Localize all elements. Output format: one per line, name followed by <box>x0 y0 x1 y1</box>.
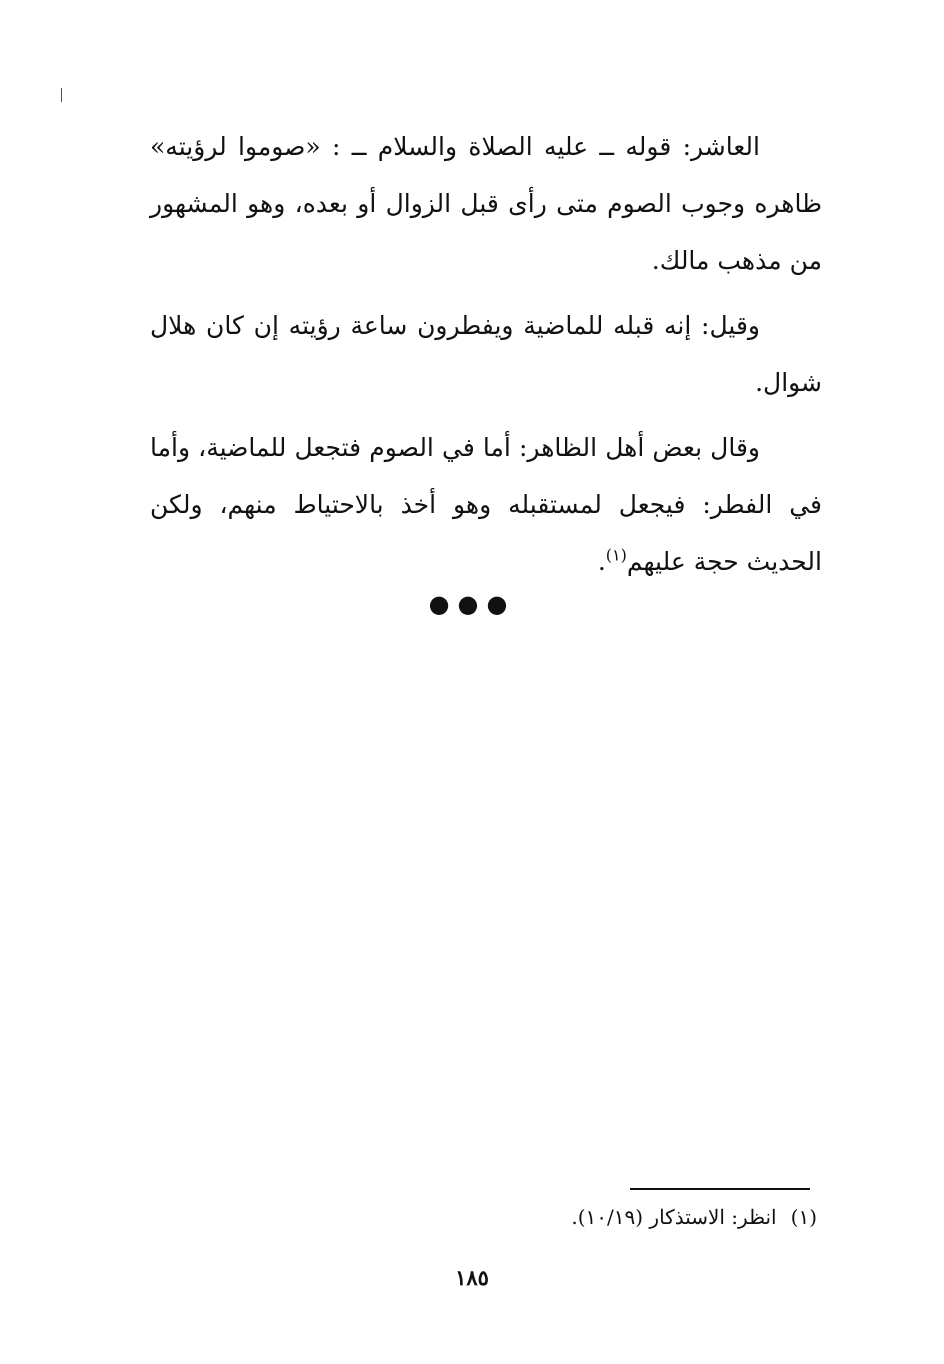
footnote <box>440 1200 817 1234</box>
footnote-divider <box>630 1188 810 1190</box>
footnote-text: انظر: الاستذكار (١٠/١٩). <box>571 1205 777 1229</box>
paragraph-text: وقال بعض أهل الظاهر: أما في الصوم فتجعل للماضية، وأما في الفطر: فيجعل لمستقبله وهو أخذ بالاحتياط منهم، ولكن الحديث حجة عليهم <box>150 433 822 576</box>
paragraph-text: وقيل: إنه قبله للماضية ويفطرون ساعة رؤيته إن كان هلال شوال. <box>150 311 822 397</box>
page-number: ١٨٥ <box>455 1265 489 1290</box>
paragraph-1 <box>150 118 822 289</box>
paragraph-text: العاشر: قوله ــ عليه الصلاة والسلام ــ : «صوموا لرؤيته» ظاهره وجوب الصوم متى رأى قبل الزوال أو بعده، وهو المشهور من مذهب مالك. <box>150 132 822 275</box>
paragraph-end-punctuation: . <box>597 547 606 576</box>
main-text <box>150 118 822 598</box>
footnote-number: (١) <box>790 1205 817 1229</box>
paragraph-3 <box>150 419 822 590</box>
section-separator: ●●● <box>428 590 516 618</box>
scan-mark <box>61 88 62 102</box>
footnote-reference: (١) <box>605 545 627 565</box>
paragraph-2 <box>150 297 822 411</box>
